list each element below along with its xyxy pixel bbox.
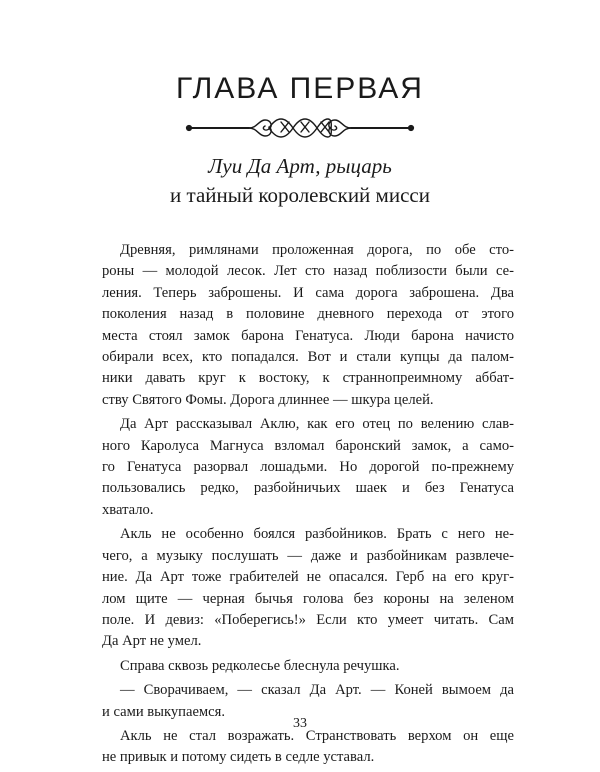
text-line: не привык и потому сидеть в седле уставал. xyxy=(102,749,375,766)
paragraph xyxy=(102,656,514,677)
text-line: и сами выкупаемся. xyxy=(102,703,225,720)
text-line: чего, а музыку послушать — даже и разбойникам развлече- xyxy=(102,547,514,564)
text-line: Справа сквозь редколесье блеснула речушка. xyxy=(120,657,400,674)
text-line: обирали всех, кто попадался. Вот и стали купцы да палом- xyxy=(102,349,514,366)
subtitle-line: Луи Да Арт, рыцарь xyxy=(208,154,392,178)
text-line: ления. Теперь заброшены. И сама дорога заброшена. Два xyxy=(102,284,514,301)
text-line: го Генатуса разорвал лошадьми. Но дорогой по-прежнему xyxy=(102,459,514,476)
text-line: Да Арт не умел. xyxy=(102,633,202,650)
text-line: — Сворачиваем, — сказал Да Арт. — Коней вымоем да xyxy=(120,682,514,699)
text-line: пользовались редко, разбойничьих шаек и без Генатуса xyxy=(102,480,514,497)
text-line: Да Арт рассказывал Аклю, как его отец по велению слав- xyxy=(120,416,514,433)
page-number: 33 xyxy=(293,716,307,731)
body-text xyxy=(102,240,514,772)
paragraph xyxy=(102,414,514,521)
paragraph xyxy=(102,524,514,652)
flourish-divider-icon xyxy=(185,110,415,146)
text-line: Древняя, римлянами проложенная дорога, по обе сто- xyxy=(120,242,514,258)
text-line: ники давать круг к востоку, к страннопреимному аббат- xyxy=(102,370,514,387)
paragraph xyxy=(102,726,514,769)
text-line: Акль не особенно боялся разбойников. Брать с него не- xyxy=(120,526,514,543)
chapter-subtitle xyxy=(0,152,600,210)
text-line: Акль не стал возражать. Странствовать верхом он еще xyxy=(120,727,514,744)
text-line: ние. Да Арт тоже грабителей не опасался. Герб на его круг- xyxy=(102,569,514,586)
subtitle-line: и тайный королевский мисси xyxy=(170,183,430,207)
text-line: ству Святого Фомы. Дорога длиннее — шкура целей. xyxy=(102,391,434,408)
text-line: хватало. xyxy=(102,501,154,518)
text-line: места стоял замок барона Генатуса. Люди барона начисто xyxy=(102,327,514,344)
paragraph xyxy=(102,240,514,411)
text-line: лом щите — черная бычья голова без короны на зеленом xyxy=(102,590,514,607)
text-line: ного Каролуса Магнуса взломал баронский замок, а само- xyxy=(102,437,514,454)
text-line: роны — молодой лесок. Лет сто назад поблизости были се- xyxy=(102,263,514,280)
chapter-title: ГЛАВА ПЕРВАЯ xyxy=(176,72,424,105)
text-line: поле. И девиз: «Поберегись!» Если кто умеет читать. Сам xyxy=(102,611,514,628)
text-line: поколения назад в половине дневного перехода от этого xyxy=(102,306,514,323)
